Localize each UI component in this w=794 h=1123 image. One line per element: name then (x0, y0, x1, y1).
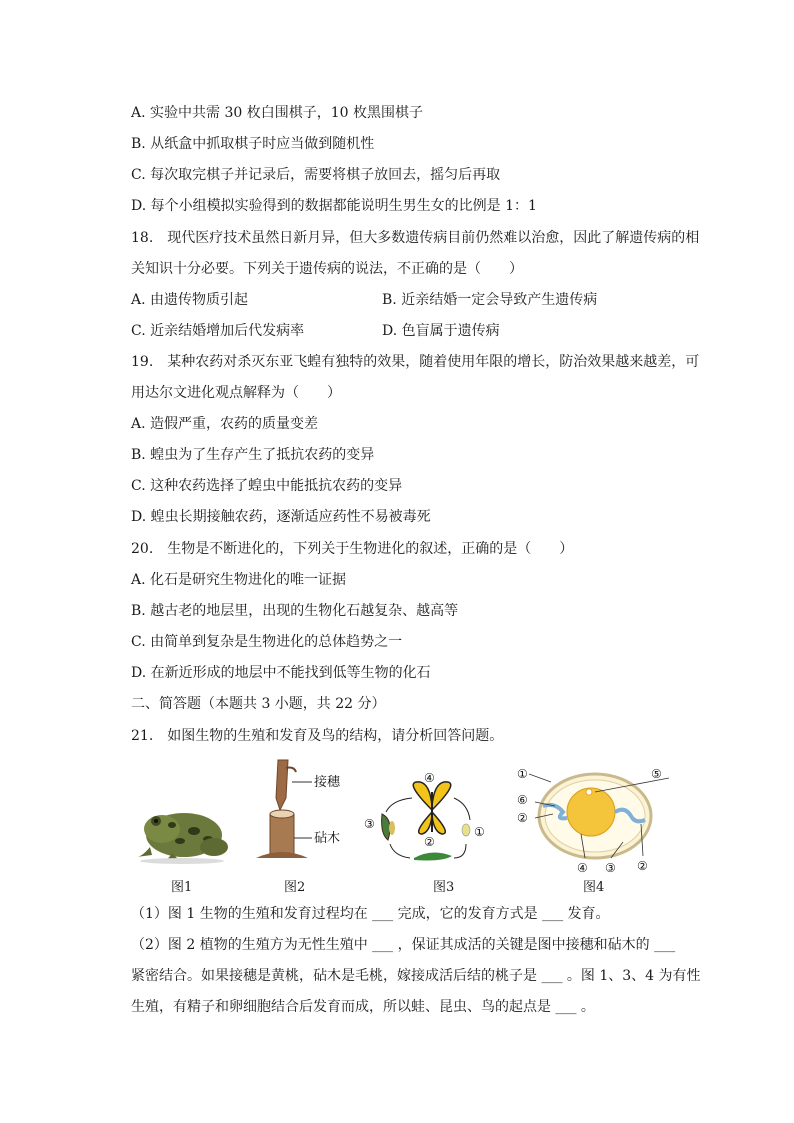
figure-3-label-1: ① (474, 825, 485, 839)
q17-option-a: A. 实验中共需 30 枚白围棋子，10 枚黑围棋子 (131, 105, 423, 121)
butterfly-icon (413, 782, 451, 834)
figure-2-label-scion: 接穗 (314, 775, 341, 790)
q20-option-a: A. 化石是研究生物进化的唯一证据 (131, 572, 347, 588)
figure-4-label-2b: ② (637, 859, 648, 873)
figure-2-caption: 图2 (284, 880, 306, 895)
q20-stem: 20. 生物是不断进化的，下列关于生物进化的叙述，正确的是（ ） (131, 541, 574, 557)
figure-4-label-1: ① (517, 767, 528, 781)
figure-4-label-5: ⑤ (651, 767, 662, 781)
q18-option-b: B. 近亲结婚一定会导致产生遗传病 (382, 292, 598, 308)
figure-3-label-3: ③ (364, 817, 375, 831)
figure-4-egg-structure (515, 762, 670, 874)
q19-stem-line1: 19. 某种农药对杀灭东亚飞蝗有独特的效果，随着使用年限的增长，防治效果越来越差，可 (131, 354, 700, 370)
q18-stem-line1: 18. 现代医疗技术虽然日新月异，但大多数遗传病目前仍然难以治愈，因此了解遗传病的相 (131, 230, 700, 246)
q19-option-c: C. 这种农药选择了蝗虫中能抵抗农药的变异 (131, 478, 403, 494)
q18-option-d: D. 色盲属于遗传病 (382, 323, 500, 339)
q18-option-a: A. 由遗传物质引起 (131, 292, 249, 308)
figure-4-label-3: ③ (605, 861, 616, 874)
figure-4-label-2a: ② (517, 811, 528, 825)
figure-3-butterfly-lifecycle (362, 770, 502, 868)
caterpillar-icon (414, 852, 452, 860)
q17-option-b: B. 从纸盒中抓取棋子时应当做到随机性 (131, 136, 375, 152)
q19-option-b: B. 蝗虫为了生存产生了抵抗农药的变异 (131, 447, 375, 463)
q19-option-d: D. 蝗虫长期接触农药，逐渐适应药性不易被毒死 (131, 509, 431, 525)
q19-stem-line2: 用达尔文进化观点解释为（ ） (131, 385, 341, 401)
egg-icon (462, 824, 470, 836)
q20-option-d: D. 在新近形成的地层中不能找到低等生物的化石 (131, 665, 431, 681)
q21-stem: 21. 如图生物的生殖和发育及鸟的结构，请分析回答问题。 (131, 728, 504, 744)
figure-1-caption: 图1 (171, 880, 193, 895)
figure-3-caption: 图3 (433, 880, 455, 895)
figure-2-label-stock: 砧木 (314, 831, 341, 846)
figure-2-grafting (250, 758, 360, 870)
q21-sub2-line1: （2）图 2 植物的生殖方为无性生殖中 ___ ，保证其成活的关键是图中接穗和砧木的 ___ (131, 937, 676, 953)
figure-3-label-2: ② (424, 835, 435, 849)
q18-stem-line2: 关知识十分必要。下列关于遗传病的说法，不正确的是（ ） (131, 261, 523, 277)
figure-3-label-4: ④ (424, 771, 435, 785)
pupa-icon (382, 814, 395, 840)
q21-sub1: （1）图 1 生物的生殖和发育过程均在 ___ 完成，它的发育方式是 ___ 发育。 (131, 906, 610, 922)
q18-option-c: C. 近亲结婚增加后代发病率 (131, 323, 305, 339)
q21-sub2-line3: 生殖，有精子和卵细胞结合后发育而成，所以蛙、昆虫、鸟的起点是 ___ 。 (131, 999, 595, 1015)
figure-4-label-6: ⑥ (517, 793, 528, 807)
q19-option-a: A. 造假严重，农药的质量变差 (131, 416, 319, 432)
q17-option-c: C. 每次取完棋子并记录后，需要将棋子放回去，摇匀后再取 (131, 167, 501, 183)
figure-1-frog (132, 795, 232, 865)
q20-option-b: B. 越古老的地层里，出现的生物化石越复杂、越高等 (131, 603, 459, 619)
figure-4-caption: 图4 (583, 880, 605, 895)
q21-sub2-line2: 紧密结合。如果接穗是黄桃，砧木是毛桃，嫁接成活后结的桃子是 ___ 。图 1、3、4 为有性 (131, 968, 701, 984)
q17-option-d: D. 每个小组模拟实验得到的数据都能说明生男生女的比例是 1：1 (131, 198, 537, 214)
q20-option-c: C. 由简单到复杂是生物进化的总体趋势之一 (131, 634, 403, 650)
section2-title: 二、简答题（本题共 3 小题，共 22 分） (131, 696, 386, 712)
figure-4-label-4: ④ (577, 861, 588, 874)
